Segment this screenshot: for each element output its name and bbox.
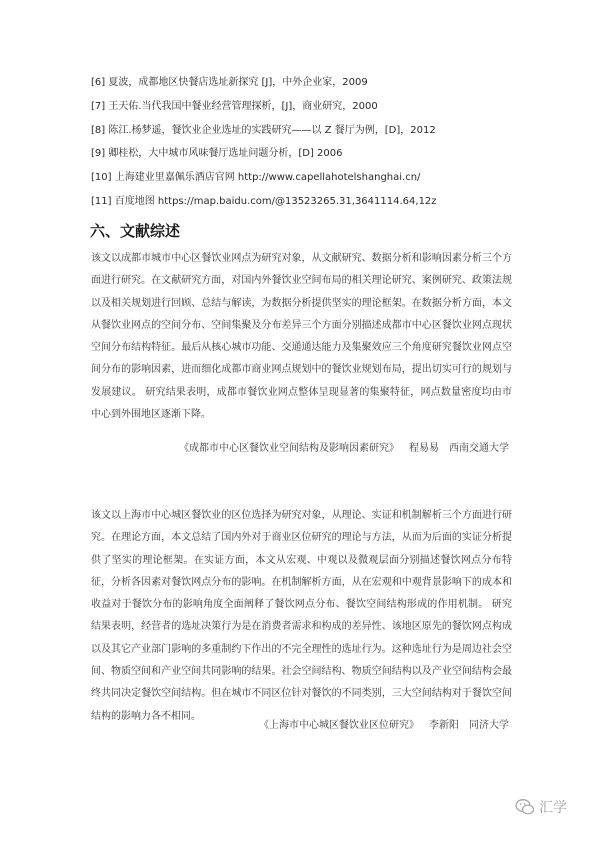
citation-author: 李新阳 xyxy=(429,720,459,731)
wechat-icon xyxy=(515,798,535,816)
review-paragraph: 该文以上海市中心城区餐饮业的区位选择为研究对象，从理论、实证和机制解析三个方面进行研究。在理论方面，本文总结了国内外对于商业区位研究的理论与方法，从而为后面的实证分析提供了坚实的理论框架。在实证方面，本文从宏观、中观以及微观层面分别描述餐饮网点分布特征，分析各因素对餐饮网点分布的影响。在机制解析方面，从在宏观和中观背景影响下的成本和收益对于餐饮分布的影响角度全面阐释了餐饮网点分布、餐饮空间结构形成的作用机制。 研究结果表明，经营者的选址决策行为是在消费者需求和构成的差异性、该地区原先的餐饮网点构成以及其它产业部门影响的多重制约下作出的不完全理性的选址行为。这种选址行为是周边社会空间、物质空间和产业空间共同影响的结果。社会空间结构、物质空间结构以及产业空间结构会最终共同决定餐饮空间结构。但在城市不同区位针对餐饮的不同类别，三大空间结构对于餐饮空间结构的影响力各不相同。 xyxy=(91,510,512,722)
watermark xyxy=(515,797,567,817)
reference-item: [11] 百度地图 https://map.baidu.com/@13523265.31,3641114.64,12z xyxy=(91,195,437,207)
reference-item: [10] 上海建业里嘉佩乐酒店官网 http://www.capellahotelshanghai.cn/ xyxy=(91,172,421,184)
reference-list xyxy=(91,76,531,219)
review-paragraph: 该文以成都市城市中心区餐饮业网点为研究对象，从文献研究、数据分析和影响因素分析三个方面进行研究。在文献研究方面，对国内外餐饮业空间布局的相关理论研究、案例研究、政策法规以及相关规划进行回顾、总结与解读，为数据分析提供坚实的理论框架。在数据分析方面，本文从餐饮业网点的空间分布、空间集聚及分布差异三个方面分别描述成都市中心区餐饮业网点现状空间分布结构特征。最后从核心城市功能、交通通达能力及集聚效应三个角度研究餐饮业网点空间分布的影响因素，进而细化成都市商业网点规划中的餐饮业规划布局，提出切实可行的规划与发展建议。 研究结果表明，成都市餐饮业网点整体呈现显著的集聚特征，网点数量密度均由市中心到外围地区逐渐下降。 xyxy=(91,253,512,421)
watermark-text: 汇学 xyxy=(539,800,567,816)
review-citation xyxy=(179,442,509,456)
reference-item: [9] 卿桂松，大中城市风味餐厅选址问题分析，[D] 2006 xyxy=(91,148,343,160)
review-citation xyxy=(259,719,509,733)
citation-institution: 西南交通大学 xyxy=(449,443,509,454)
citation-title: 《成都市中心区餐饮业空间结构及影响因素研究》 xyxy=(179,443,399,454)
citation-author: 程易易 xyxy=(409,443,439,454)
reference-item: [7] 王天佑.当代我国中餐业经营管理探析，[J]，商业研究，2000 xyxy=(91,100,378,112)
citation-institution: 同济大学 xyxy=(469,720,509,731)
citation-title: 《上海市中心城区餐饮业区位研究》 xyxy=(259,720,419,731)
reference-item: [8] 陈江.杨梦遥，餐饮业企业选址的实践研究——以 Z 餐厅为例，[D]，2012 xyxy=(91,124,436,136)
reference-item: [6] 夏波，成都地区快餐店选址新探究 [J]，中外企业家，2009 xyxy=(91,77,368,88)
section-title: 六、文献综述 xyxy=(90,222,181,240)
